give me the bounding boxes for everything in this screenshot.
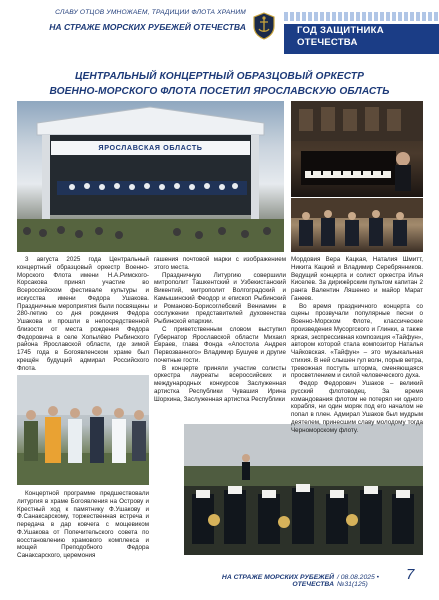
officials-group-photo [17,375,149,485]
article-column-1 [17,256,149,372]
officials-group-illustration [17,375,149,485]
paragraph: Мордовия Вера Кацкая, Наталия Шмитт, Никита Кацкий и Владимир Серебрянников. Ведущий концерта и солист оркестра Илья Киселев. За дирижёрским пультом капитан 2 ранга Валентин Ляшенко и майор Марат Ганеев. [291,256,423,302]
paragraph: Праздничную Литургию совершили митрополит Ташкентский и Узбекистанский Викентий, митрополит Волгоградский и Камышинский Феодор и епископ Рыбинский и Романово-Борисоглебский Вениамин в сослужении представителей духовенства Рыбинской епархии. [154,271,286,325]
stage-banner-text: ЯРОСЛАВСКАЯ ОБЛАСТЬ [98,143,203,152]
naval-emblem-icon [252,12,276,40]
paragraph: Концертной программе предшествовали литургия в храме Богоявления на Острову и Крестный ход к памятнику Ф.Ушакову и Ф.Санаксарскому, торжественная встреча и передача в дар ковчега с мощевиком Ф.Ушакова от Попечительского совета по восстановлению храмового комплекса и мощей Преподобного Федора Санаксарского, церемония [17,490,149,559]
orchestra-hall-photo [291,198,423,252]
stage-concert-illustration [17,101,284,252]
footer-issue-info: / 08.08.2025 • №31(125) [337,574,380,588]
paragraph: 3 августа 2025 года Центральный концертный образцовый оркестр Военно-Морского Флота имени Н.А.Римского-Корсакова принял участие во Всероссийском фестивале культуры и искусства имени Федора Ушакова. Праздничные мероприятия были посвящены 280-летию со дня рождения Федора Ушакова и прошли в непосредственной близости от места рождения Федора Федоровича в селе Хопылёво Рыбинского района Ярославской области, где зимой 1745 года в Богоявленском храме был крещён будущий адмирал Российского Флота. [17,256,149,372]
rubric-line-2: ОТЕЧЕСТВА [297,37,358,48]
footer-publication-name: НА СТРАЖЕ МОРСКИХ РУБЕЖЕЙ ОТЕЧЕСТВА [221,574,334,588]
paragraph: В концерте приняли участие солисты оркестра лауреаты всероссийских и международных конкурсов Заслуженная артистка Республики Чувашия Ирина Шорхина, Заслуженная артистка Республики [154,364,286,403]
article-column-2 [154,256,286,403]
outdoor-orchestra-photo [184,424,423,555]
paragraph: гашения почтовой марки с изображением этого места. [154,256,286,271]
paragraph: С приветственным словом выступил Губернатор Ярославской области Михаил Евраев, глава Фонда «Апостола Андрея Первозванного» Владимир Бушуев и другие почетные гости. [154,325,286,364]
paragraph: Во время праздничного концерта со сцены прозвучали популярные песни о Военно-Морском Флоте, классические произведения Мусоргского и Глинки, а также яркая, экспрессивная композиция «Тайфун», автором которой стала композитор Наталья Чайковская. «Тайфун» – это музыкальная стихия. В ней слышен гул волн, порыв ветра, тревожная поступь шторма, сменяющаяся просветлением и силой человеческого духа. [291,302,423,380]
title-line-1: ЦЕНТРАЛЬНЫЙ КОНЦЕРТНЫЙ ОБРАЗЦОВЫЙ ОРКЕСТР [74,71,365,82]
paragraph: Федор Федорович Ушаков – великий русский флотоводец. За время командования флотом не потерял ни одного корабля, ни один моряк под его началом не попал в плен. Адмирал Ушаков был мудрым деятелем, принесшим славу молодому тогда Черноморскому флоту. [291,380,423,434]
article-column-3 [291,256,423,434]
article-column-1-continued [17,490,149,560]
publication-name: НА СТРАЖЕ МОРСКИХ РУБЕЖЕЙ ОТЕЧЕСТВА [49,22,246,32]
page-number: 7 [406,566,415,583]
rubric-stripe [284,12,439,21]
orchestra-hall-illustration [291,198,423,252]
orchestra-piano-photo [291,101,423,197]
rubric-label [297,25,437,49]
piano-illustration [291,101,423,197]
outdoor-orchestra-illustration [184,424,423,555]
title-line-2: ВОЕННО-МОРСКОГО ФЛОТА ПОСЕТИЛ ЯРОСЛАВСКУЮ ОБЛАСТЬ [49,86,390,97]
article-title [10,69,429,99]
rubric-line-1: ГОД ЗАЩИТНИКА [297,25,384,36]
stage-concert-photo [17,101,284,252]
header-tagline: СЛАВУ ОТЦОВ УМНОЖАЕМ, ТРАДИЦИИ ФЛОТА ХРАНИМ [55,9,246,16]
